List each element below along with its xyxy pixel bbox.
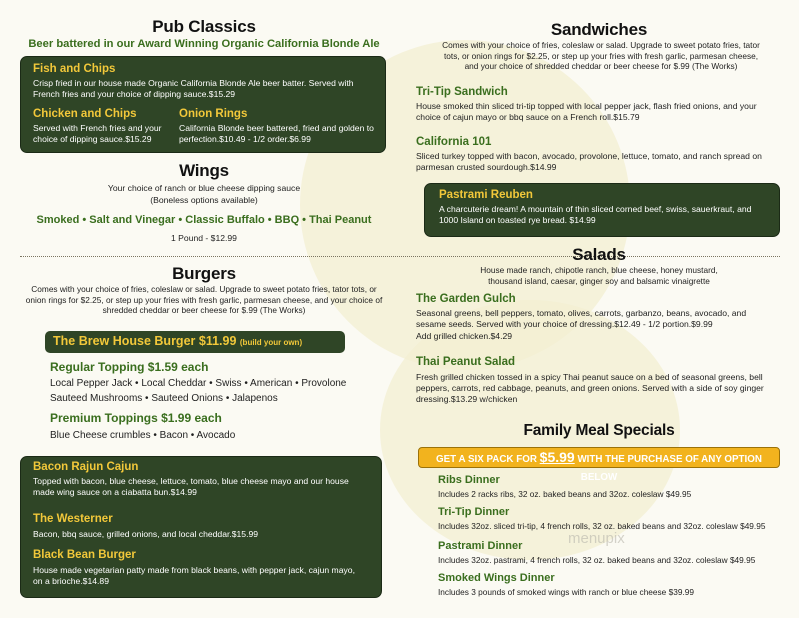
tri-tip-dinner-title: Tri-Tip Dinner (438, 506, 510, 518)
six-pack-post: WITH THE PURCHASE OF ANY OPTION BELOW (577, 454, 762, 483)
sandwiches-intro: Comes with your choice of fries, coleslaw or salad. Upgrade to sweet potato fries, tator tots, or onion rings for $2.25, or step up your fries with fresh garlic, parmesan cheese, and your choice of shredded cheddar or beer cheese for $.99 (The Works) (442, 40, 760, 71)
sandwiches-title: Sandwiches (550, 20, 648, 39)
wings-line2: (Boneless options available) (150, 195, 258, 205)
pub-classics-panel (20, 56, 386, 153)
westerner-desc: Bacon, bbq sauce, grilled onions, and local cheddar.$15.99 (33, 529, 259, 539)
regular-topping-line1: Local Pepper Jack • Local Cheddar • Swiss • American • Provolone (50, 378, 347, 389)
wings-title: Wings (179, 161, 229, 180)
family-meal-title: Family Meal Specials (523, 422, 675, 439)
brew-house-banner (45, 331, 345, 353)
regular-topping-line2: Sauteed Mushrooms • Sauteed Onions • Jalapenos (50, 393, 278, 404)
chicken-and-chips-desc: Served with French fries and your choice of dipping sauce.$15.29 (33, 123, 162, 144)
ribs-dinner-title: Ribs Dinner (438, 474, 500, 486)
premium-topping-line: Blue Cheese crumbles • Bacon • Avocado (50, 430, 236, 441)
onion-rings-title: Onion Rings (179, 108, 248, 120)
california-101-desc: Sliced turkey topped with bacon, avocado, provolone, lettuce, tomato, and ranch spread on parmesan crusted sourdough.$14.99 (416, 151, 762, 172)
pastrami-dinner-desc: Includes 32oz. pastrami, 4 french rolls, 32 oz. baked beans and 32oz. coleslaw $49.95 (438, 555, 756, 565)
premium-topping-title: Premium Toppings $1.99 each (50, 411, 222, 425)
wings-line1: Your choice of ranch or blue cheese dipping sauce (107, 183, 301, 193)
california-101-title: California 101 (416, 136, 492, 148)
fish-and-chips-desc: Crisp fried in our house made Organic California Blonde Ale beer batter. Served with French fries and your choice of dipping sauce.$15.29 (33, 78, 354, 99)
wings-flavors: Smoked • Salt and Vinegar • Classic Buffalo • BBQ • Thai Peanut (36, 214, 372, 226)
onion-rings-desc: California Blonde beer battered, fried and golden to perfection.$10.49 - 1/2 order.$6.99 (179, 123, 374, 144)
thai-peanut-salad-desc: Fresh grilled chicken tossed in a spicy Thai peanut sauce on a bed of seasonal greens, bell peppers, carrots, red cabbage, peanuts, and green onions. Served with a side of soy ginger dressing.$13.29 w/chicken (416, 372, 764, 404)
brew-house-label: The Brew House Burger $11.99 (53, 334, 237, 348)
tri-tip-sandwich-desc: House smoked thin sliced tri-tip topped with local pepper jack, flash fried onions, and your choice of cajun mayo or bbq sauce on a French roll.$15.79 (416, 101, 757, 122)
black-bean-burger-title: Black Bean Burger (33, 549, 136, 561)
tri-tip-sandwich-title: Tri-Tip Sandwich (416, 86, 508, 98)
salads-intro: House made ranch, chipotle ranch, blue cheese, honey mustard, thousand island, caesar, ginger soy and balsamic vinaigrette (480, 265, 718, 286)
fish-and-chips-title: Fish and Chips (33, 63, 116, 75)
chicken-and-chips-title: Chicken and Chips (33, 108, 137, 120)
pastrami-reuben-title: Pastrami Reuben (439, 189, 533, 201)
pub-classics-subtitle: Beer battered in our Award Winning Organic California Blonde Ale (28, 38, 380, 50)
pub-classics-title: Pub Classics (152, 17, 256, 36)
wings-price: 1 Pound - $12.99 (171, 233, 237, 243)
tri-tip-dinner-desc: Includes 32oz. sliced tri-tip, 4 french rolls, 32 oz. baked beans and 32oz. coleslaw $49.95 (438, 521, 766, 531)
burgers-title: Burgers (172, 264, 236, 283)
burgers-panel (20, 456, 382, 598)
six-pack-price: $5.99 (539, 449, 575, 465)
smoked-wings-dinner-title: Smoked Wings Dinner (438, 572, 555, 584)
six-pack-pre: GET A SIX PACK FOR (436, 454, 537, 465)
westerner-title: The Westerner (33, 513, 113, 525)
garden-gulch-title: The Garden Gulch (416, 293, 516, 305)
thai-peanut-salad-title: Thai Peanut Salad (416, 356, 516, 368)
ribs-dinner-desc: Includes 2 racks ribs, 32 oz. baked beans and 32oz. coleslaw $49.95 (438, 489, 692, 499)
burgers-intro: Comes with your choice of fries, coleslaw or salad. Upgrade to sweet potato fries, tator tots, or onion rings for $2.25, or step up your fries with fresh garlic, parmesan cheese, and your choice of shredded cheddar or beer cheese for $.99 (The Works) (25, 284, 383, 315)
smoked-wings-dinner-desc: Includes 3 pounds of smoked wings with ranch or blue cheese $39.99 (438, 587, 694, 597)
menupix-watermark: menupix (568, 530, 625, 547)
regular-topping-title: Regular Topping $1.59 each (50, 360, 209, 374)
bacon-rajun-cajun-title: Bacon Rajun Cajun (33, 461, 139, 473)
brew-house-sub: (build your own) (239, 338, 303, 347)
garden-gulch-desc: Seasonal greens, bell peppers, tomato, olives, carrots, garbanzo, beans, avocado, and sesame seeds. Served with your choice of dressing.$12.49 - 1/2 portion.$9.99 (416, 308, 747, 329)
bacon-rajun-cajun-desc: Topped with bacon, blue cheese, lettuce, tomato, blue cheese mayo and our house made wing sauce on a ciabatta bun.$14.99 (33, 476, 349, 497)
black-bean-burger-desc: House made vegetarian patty made from black beans, with pepper jack, cajun mayo, on a brioche.$14.89 (33, 565, 355, 586)
pastrami-reuben-panel (424, 183, 780, 237)
garden-gulch-extra: Add grilled chicken.$4.29 (416, 331, 513, 341)
salads-title: Salads (572, 245, 626, 264)
pastrami-dinner-title: Pastrami Dinner (438, 540, 523, 552)
pastrami-reuben-desc: A charcuterie dream! A mountain of thin sliced corned beef, swiss, sauerkraut, and 1000 Island on toasted rye bread. $14.99 (439, 204, 752, 225)
